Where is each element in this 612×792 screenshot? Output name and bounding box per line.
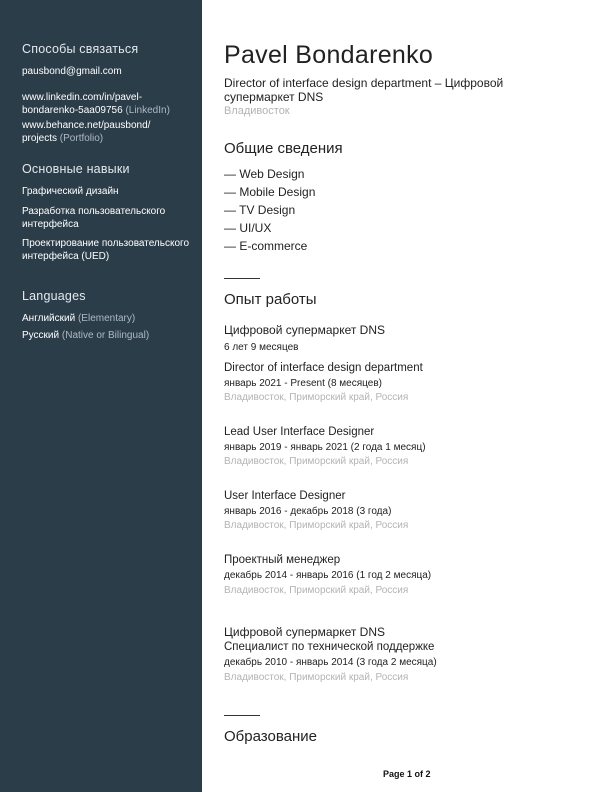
position-title: User Interface Designer [224, 490, 346, 502]
contact-heading: Способы связаться [22, 42, 139, 56]
summary-heading: Общие сведения [224, 140, 343, 157]
page-number: Page 1 of 2 [383, 769, 431, 779]
company-duration: 6 лет 9 месяцев [224, 342, 299, 353]
skill-item: Проектирование пользовательского интерфейса (UED) [22, 238, 190, 262]
language-item [22, 329, 194, 342]
position-location: Владивосток, Приморский край, Россия [224, 520, 409, 531]
experience-heading: Опыт работы [224, 291, 317, 308]
section-divider [224, 715, 260, 716]
person-name: Pavel Bondarenko [224, 41, 434, 69]
position-dates: декабрь 2014 - январь 2016 (1 год 2 месяца) [224, 570, 432, 581]
company-name: Цифровой супермаркет DNS [224, 323, 386, 337]
company-name: Цифровой супермаркет DNS [224, 625, 386, 639]
position-location: Владивосток, Приморский край, Россия [224, 456, 409, 467]
linkedin-tag: (LinkedIn) [125, 105, 170, 116]
languages-heading: Languages [22, 289, 86, 303]
position-title: Проектный менеджер [224, 554, 341, 566]
position-location: Владивосток, Приморский край, Россия [224, 672, 409, 683]
position-location: Владивосток, Приморский край, Россия [224, 392, 409, 403]
language-level: (Native or Bilingual) [61, 330, 150, 341]
summary-item: — Mobile Design [224, 185, 316, 199]
position-title: Director of interface design department [224, 362, 423, 374]
email-link[interactable]: pausbond@gmail.com [22, 66, 122, 77]
language-level: (Elementary) [77, 313, 136, 324]
education-heading: Образование [224, 728, 317, 745]
summary-item: — E-commerce [224, 239, 308, 253]
skill-item: Разработка пользовательского интерфейса [22, 206, 166, 230]
behance-url-line1: www.behance.net/pausbond/ [22, 120, 151, 131]
position-dates: январь 2021 - Present (8 месяцев) [224, 378, 382, 389]
behance-url-line2: projects [22, 133, 58, 144]
sidebar [0, 0, 202, 792]
language-item [22, 312, 194, 325]
contact-section [22, 42, 194, 151]
languages-section [22, 289, 194, 348]
position-location: Владивосток, Приморский край, Россия [224, 585, 409, 596]
linkedin-link[interactable] [22, 91, 194, 117]
summary-item: — Web Design [224, 167, 305, 181]
location: Владивосток [224, 105, 290, 117]
position-dates: декабрь 2010 - январь 2014 (3 года 2 месяца) [224, 657, 437, 668]
language-name: Английский [22, 313, 76, 324]
skills-heading: Основные навыки [22, 162, 130, 176]
linkedin-url-line2: bondarenko-5aa09756 [22, 105, 123, 116]
skill-item: Графический дизайн [22, 186, 119, 197]
position-title: Lead User Interface Designer [224, 426, 375, 438]
language-name: Русский [22, 330, 60, 341]
position-dates: январь 2019 - январь 2021 (2 года 1 месяц) [224, 442, 426, 453]
position-dates: январь 2016 - декабрь 2018 (3 года) [224, 506, 392, 517]
summary-item: — TV Design [224, 203, 296, 217]
position-title: Специалист по технической поддержке [224, 641, 435, 653]
linkedin-url-line1: www.linkedin.com/in/pavel- [22, 92, 143, 103]
summary-item: — UI/UX [224, 221, 272, 235]
behance-tag: (Portfolio) [59, 133, 104, 144]
section-divider [224, 278, 260, 279]
headline: Director of interface design department – Цифровой супермаркет DNS [224, 76, 504, 104]
skills-section [22, 162, 194, 269]
behance-link[interactable] [22, 119, 194, 145]
